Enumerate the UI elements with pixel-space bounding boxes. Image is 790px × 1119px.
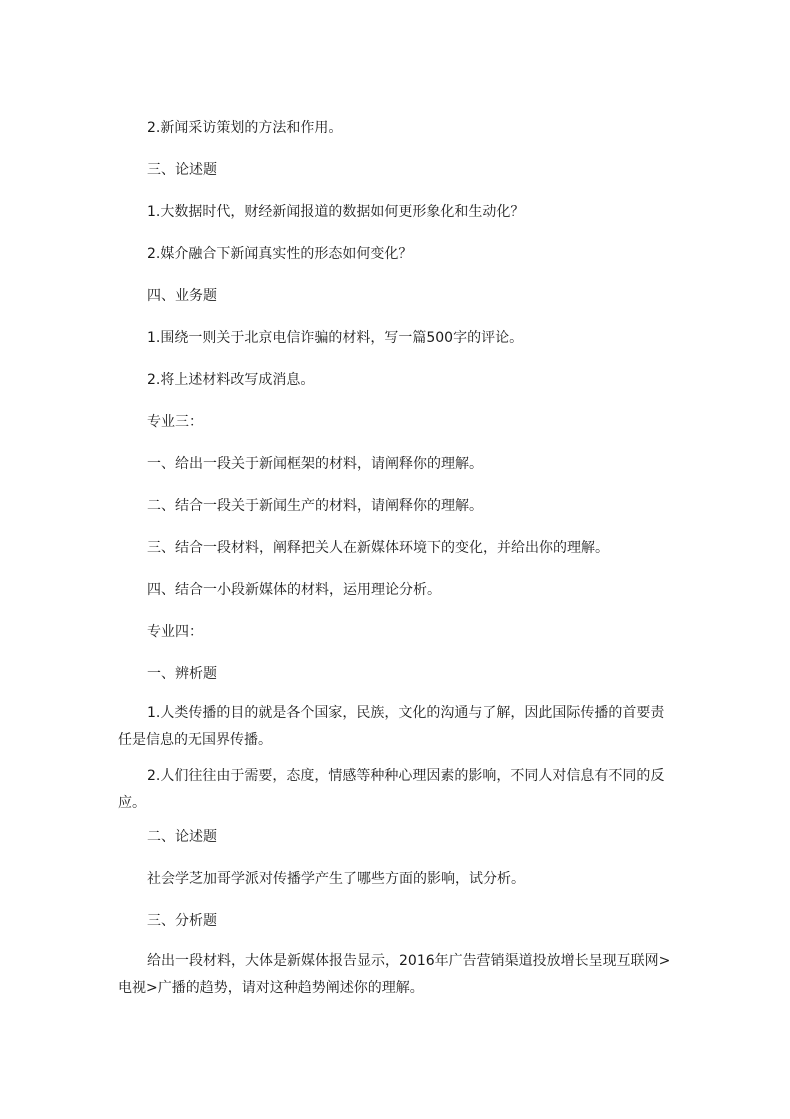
question-media-convergence-truth: 2.媒介融合下新闻真实性的形态如何变化？	[147, 246, 413, 262]
section-heading-analysis: 三、分析题	[147, 913, 217, 929]
question-advertising-trend: 给出一段材料，大体是新媒体报告显示，2016年广告营销渠道投放增长呈现互联网>电视>广播的趋势，请对这种趋势阐述你的理解。	[118, 953, 671, 996]
section-heading-practice: 四、业务题	[147, 288, 217, 304]
question-international-communication: 1.人类传播的目的就是各个国家，民族，文化的沟通与了解，因此国际传播的首要责任是信息的无国界传播。	[118, 705, 665, 748]
question-new-media-theory: 四、结合一小段新媒体的材料，运用理论分析。	[147, 582, 441, 598]
question-write-commentary: 1.围绕一则关于北京电信诈骗的材料，写一篇500字的评论。	[147, 330, 524, 346]
question-chicago-school: 社会学芝加哥学派对传播学产生了哪些方面的影响，试分析。	[147, 871, 525, 887]
section-heading-analysis-discrimination: 一、辨析题	[147, 666, 217, 682]
question-rewrite-as-news: 2.将上述材料改写成消息。	[147, 372, 315, 388]
question-psychological-factors: 2.人们往往由于需要，态度，情感等种种心理因素的影响，不同人对信息有不同的反应。	[118, 768, 665, 811]
section-heading-major-three: 专业三：	[147, 414, 203, 430]
section-heading-essay: 三、论述题	[147, 162, 217, 178]
question-big-data-finance-news: 1.大数据时代，财经新闻报道的数据如何更形象化和生动化？	[147, 204, 525, 220]
question-methods-of-interview-planning: 2.新闻采访策划的方法和作用。	[147, 120, 343, 136]
question-gatekeeper-new-media: 三、结合一段材料，阐释把关人在新媒体环境下的变化，并给出你的理解。	[147, 540, 609, 556]
section-heading-major-four: 专业四：	[147, 624, 203, 640]
question-news-production: 二、结合一段关于新闻生产的材料，请阐释你的理解。	[147, 498, 483, 514]
question-news-framing: 一、给出一段关于新闻框架的材料，请阐释你的理解。	[147, 456, 483, 472]
section-heading-essay-2: 二、论述题	[147, 829, 217, 845]
